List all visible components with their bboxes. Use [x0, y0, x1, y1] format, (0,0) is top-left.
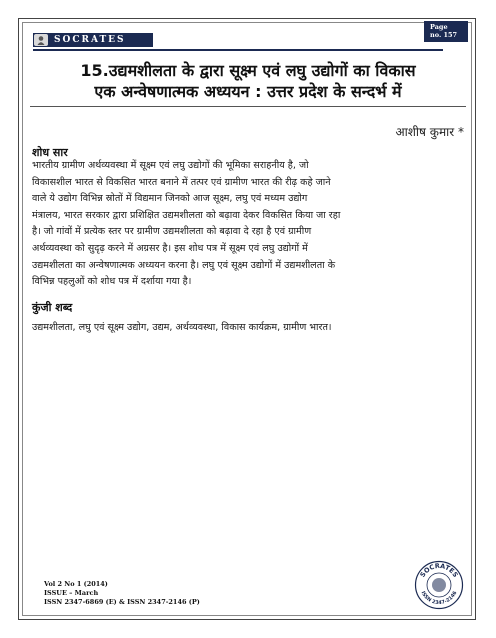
page-border-inner	[22, 22, 472, 616]
keywords-heading: कुंजी शब्द	[32, 301, 73, 314]
abstract-line: विकासशील भारत से विकसित भारत बनाने में तत्पर एवं ग्रामीण भारत की रीढ़ कहे जाने	[32, 176, 331, 188]
title-divider	[30, 106, 466, 107]
footer-issue: ISSUE – March	[44, 589, 99, 597]
abstract-line: भारतीय ग्रामीण अर्थव्यवस्था में सूक्ष्म एवं लघु उद्योगों की भूमिका सराहनीय है, जो	[32, 160, 309, 171]
seal-top-text: SOCRATES	[418, 561, 460, 579]
journal-footer	[44, 580, 200, 607]
seal-bottom-text: ISSN 2347-2146	[419, 590, 459, 607]
header-rule	[33, 49, 443, 51]
abstract-line: अर्थव्यवस्था को सुदृढ़ करने में अग्रसर है। इस शोध पत्र में सूक्ष्म एवं लघु उद्योगों में	[32, 242, 308, 254]
abstract-heading: शोध सार	[32, 146, 68, 159]
abstract-line: मंत्रालय, भारत सरकार द्वारा प्रशिक्षित उद्यमशीलता को बढ़ावा देकर विकसित किया जा रहा	[32, 209, 341, 221]
title-line: एक अन्वेषणात्मक अध्ययन : उत्तर प्रदेश के सन्दर्भ में	[94, 82, 402, 101]
journal-name: SOCRATES	[54, 35, 126, 45]
journal-logo-banner	[33, 33, 153, 47]
socrates-bust-icon	[34, 34, 48, 46]
page-number-box	[424, 21, 468, 42]
svg-text:SOCRATES	[418, 562, 459, 579]
journal-seal-stamp	[414, 560, 464, 610]
footer-volume: Vol 2 No 1 (2014)	[44, 580, 108, 588]
page-label: Page	[430, 23, 448, 31]
abstract-body	[32, 158, 446, 291]
abstract-line: विभिन्न पहलुओं को शोध पत्र में दर्शाया गया है।	[32, 276, 192, 288]
author-name: आशीष कुमार *	[395, 125, 464, 139]
footer-issn: ISSN 2347-6869 (E) & ISSN 2347-2146 (P)	[44, 598, 200, 606]
abstract-line: वाले ये उद्योग विभिन्न स्रोतों में विद्यमान जिनको आज सूक्ष्म, लघु एवं मध्यम उद्योग	[32, 193, 308, 205]
keywords-text: उद्यमशीलता, लघु एवं सूक्ष्म उद्योग, उद्यम, अर्थव्यवस्था, विकास कार्यक्रम, ग्रामीण भारत।	[32, 322, 332, 333]
abstract-line: है। जो गांवों में प्रत्येक स्तर पर ग्रामीण उद्यमशीलता को बढ़ावा दे रहा है एवं ग्रामीण	[32, 226, 312, 238]
abstract-line: उद्यमशीलता का अन्वेषणात्मक अध्ययन करना है। लघु एवं सूक्ष्म उद्योगों में उद्यमशीलता के	[32, 259, 336, 271]
title-line: 15.उद्यमशीलता के द्वारा सूक्ष्म एवं लघु उद्योगों का विकास	[80, 61, 416, 80]
page-number: no. 157	[430, 31, 458, 39]
article-title	[30, 60, 466, 102]
